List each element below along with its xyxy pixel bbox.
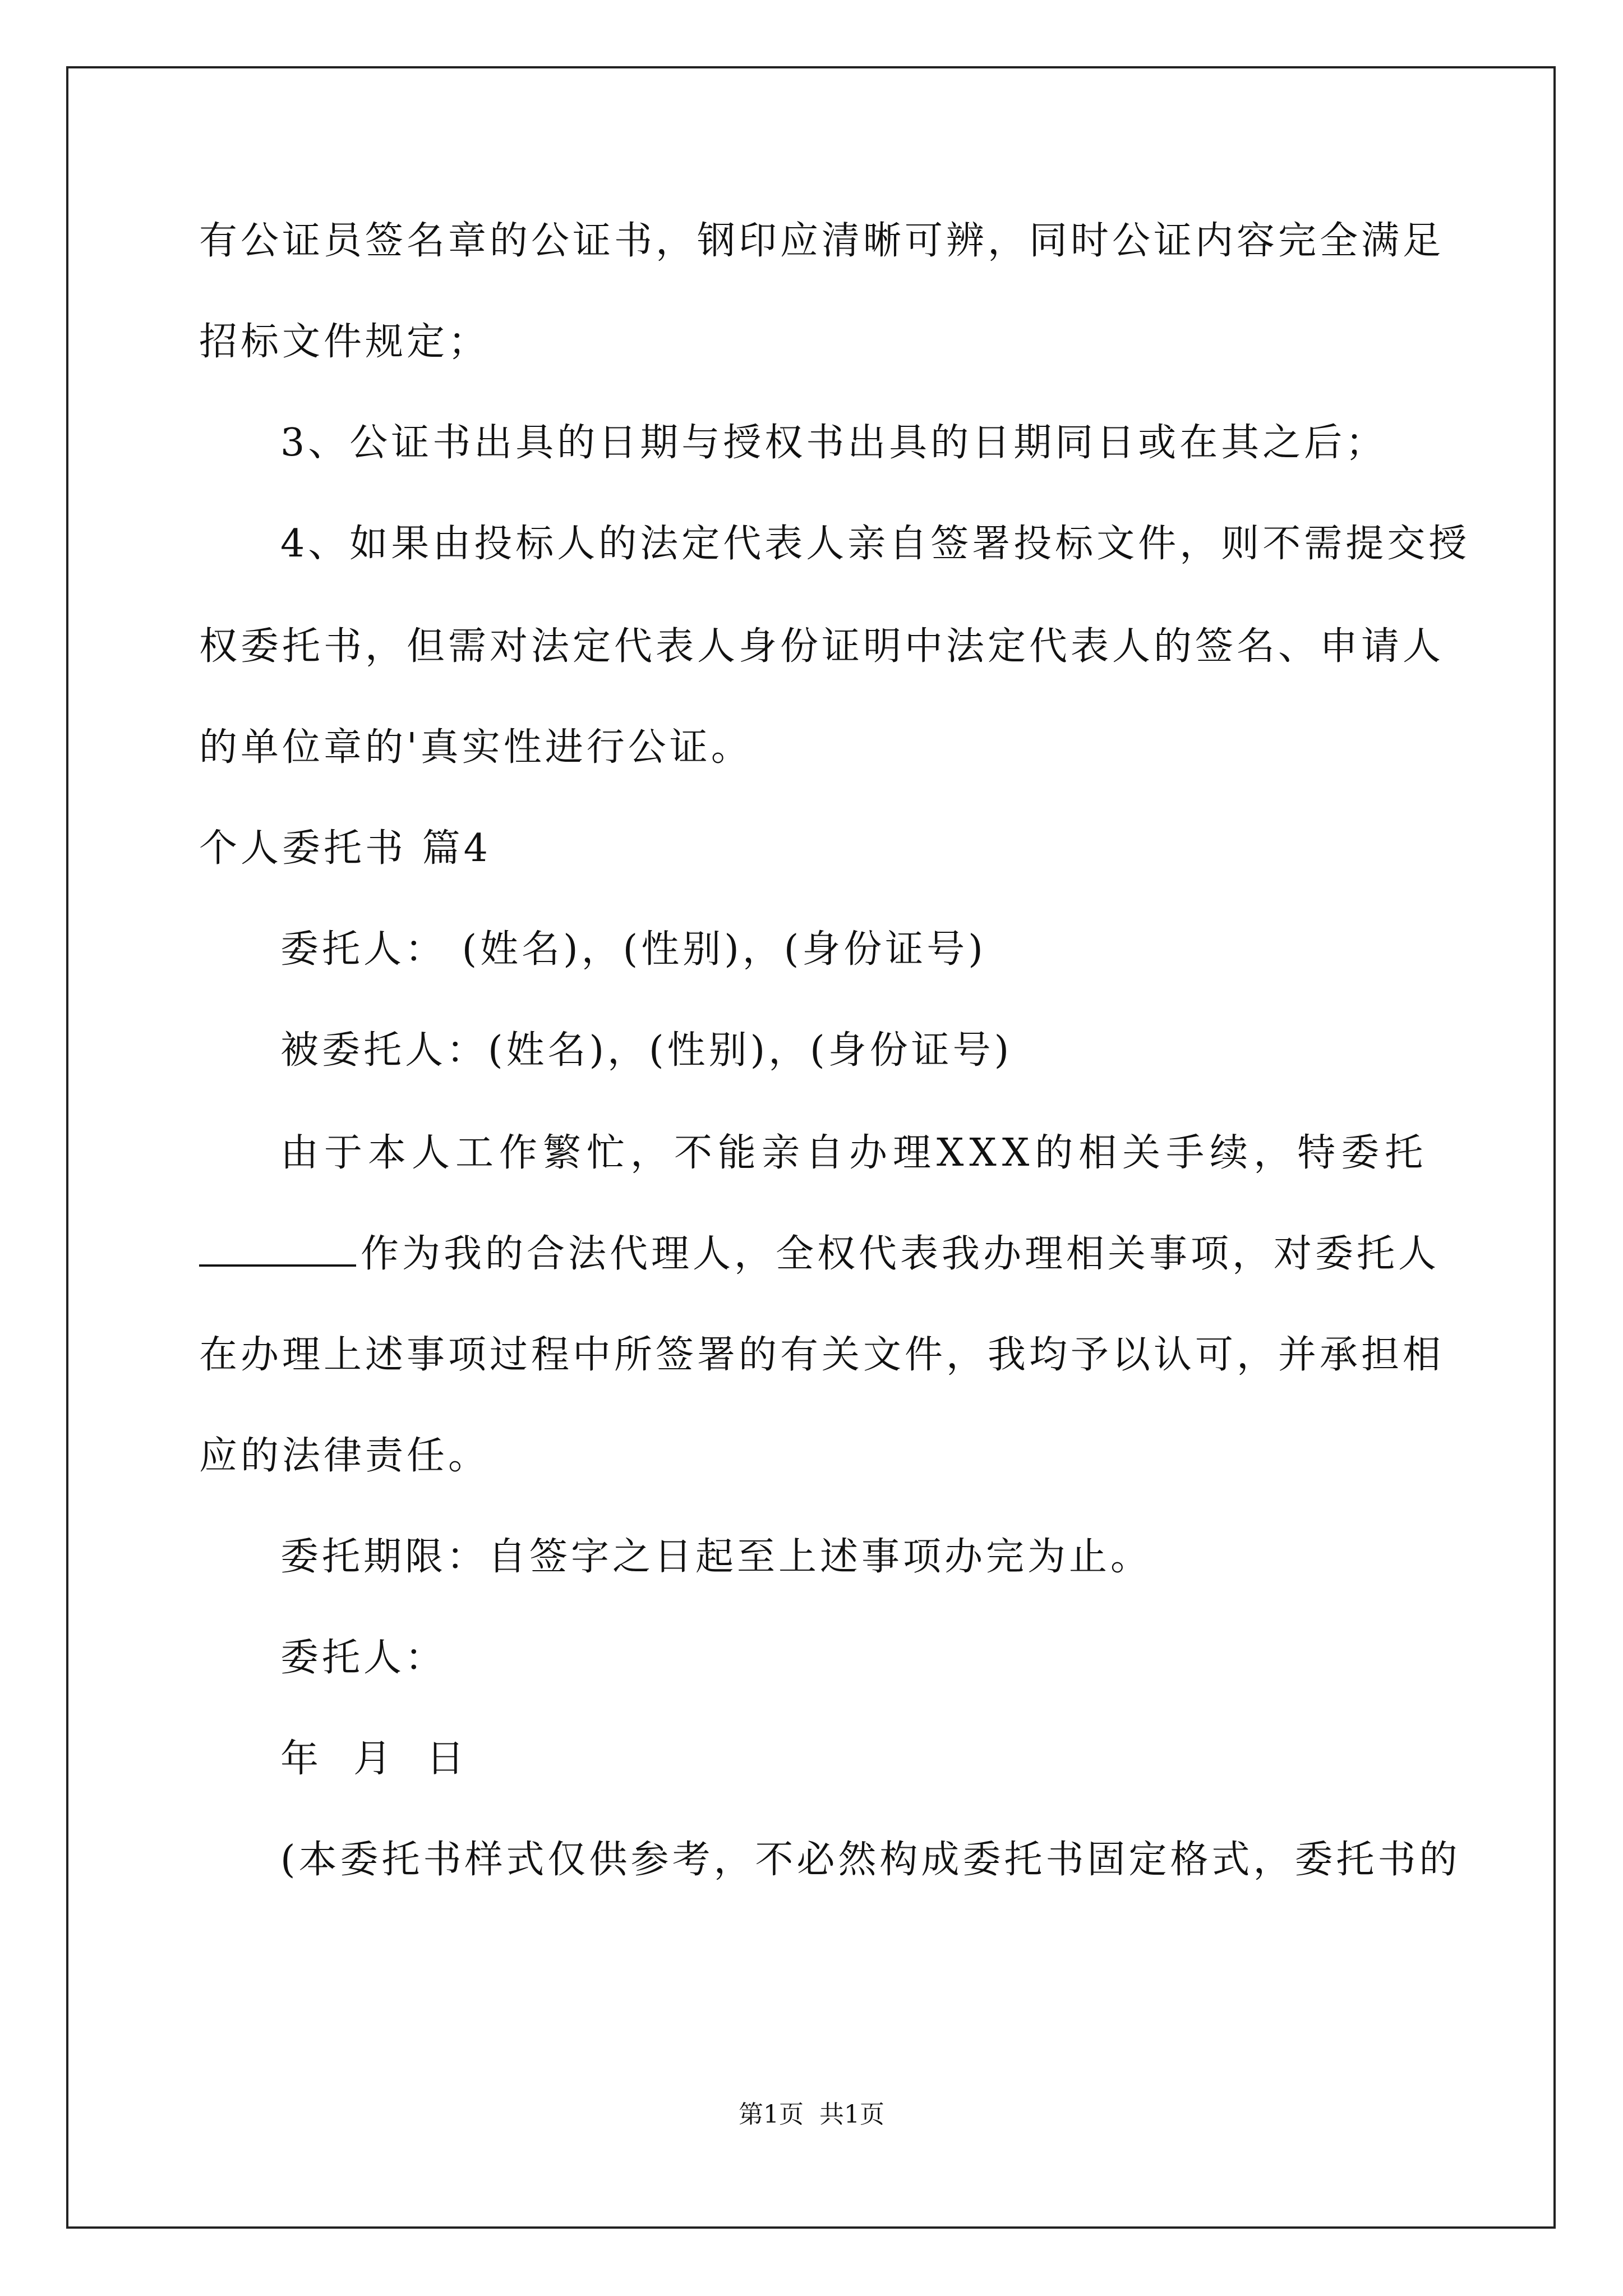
paragraph-line: 在办理上述事项过程中所签署的有关文件，我均予以认可，并承担相 <box>199 1333 1445 1377</box>
paragraph-line: 招标文件规定； <box>199 320 490 364</box>
blank-field <box>199 1231 356 1267</box>
paragraph-line: 有公证员签名章的公证书，钢印应清晰可辨，同时公证内容完全满足 <box>199 219 1445 263</box>
agent-line: 被委托人：(姓名)，(性别)，(身份证号) <box>280 1028 1013 1073</box>
principal-line: 委托人： (姓名)，(性别)，(身份证号) <box>280 927 986 972</box>
page-footer <box>0 2098 1623 2132</box>
paragraph-line: 的单位章的'真实性进行公证。 <box>199 725 753 770</box>
page-total: 共1页 <box>819 2100 884 2129</box>
paragraph-line: 应的法律责任。 <box>199 1434 490 1478</box>
signature-line: 委托人： <box>280 1636 447 1680</box>
paragraph-line: 权委托书，但需对法定代表人身份证明中法定代表人的签名、申请人 <box>199 624 1445 669</box>
paragraph-text: 作为我的合法代理人，全权代表我办理相关事项，对委托人 <box>361 1232 1440 1276</box>
note-line: (本委托书样式仅供参考，不必然构成委托书固定格式，委托书的 <box>280 1838 1461 1882</box>
paragraph-line: 由于本人工作繁忙，不能亲自办理XXX的相关手续，特委托 <box>280 1131 1429 1175</box>
term-line: 委托期限：自签字之日起至上述事项办完为止。 <box>280 1535 1152 1579</box>
paragraph-line: 3、公证书出具的日期与授权书出具的日期同日或在其之后； <box>280 421 1387 465</box>
date-day: 日 <box>426 1737 468 1781</box>
date-line <box>280 1734 468 1784</box>
section-heading: 个人委托书 篇4 <box>199 826 491 871</box>
page-number: 第1页 <box>739 2100 804 2129</box>
paragraph-line: 4、如果由投标人的法定代表人亲自签署投标文件，则不需提交授 <box>280 522 1470 566</box>
paragraph-line-with-blank <box>199 1229 1440 1280</box>
date-year: 年 <box>280 1737 322 1781</box>
date-month: 月 <box>353 1737 395 1781</box>
